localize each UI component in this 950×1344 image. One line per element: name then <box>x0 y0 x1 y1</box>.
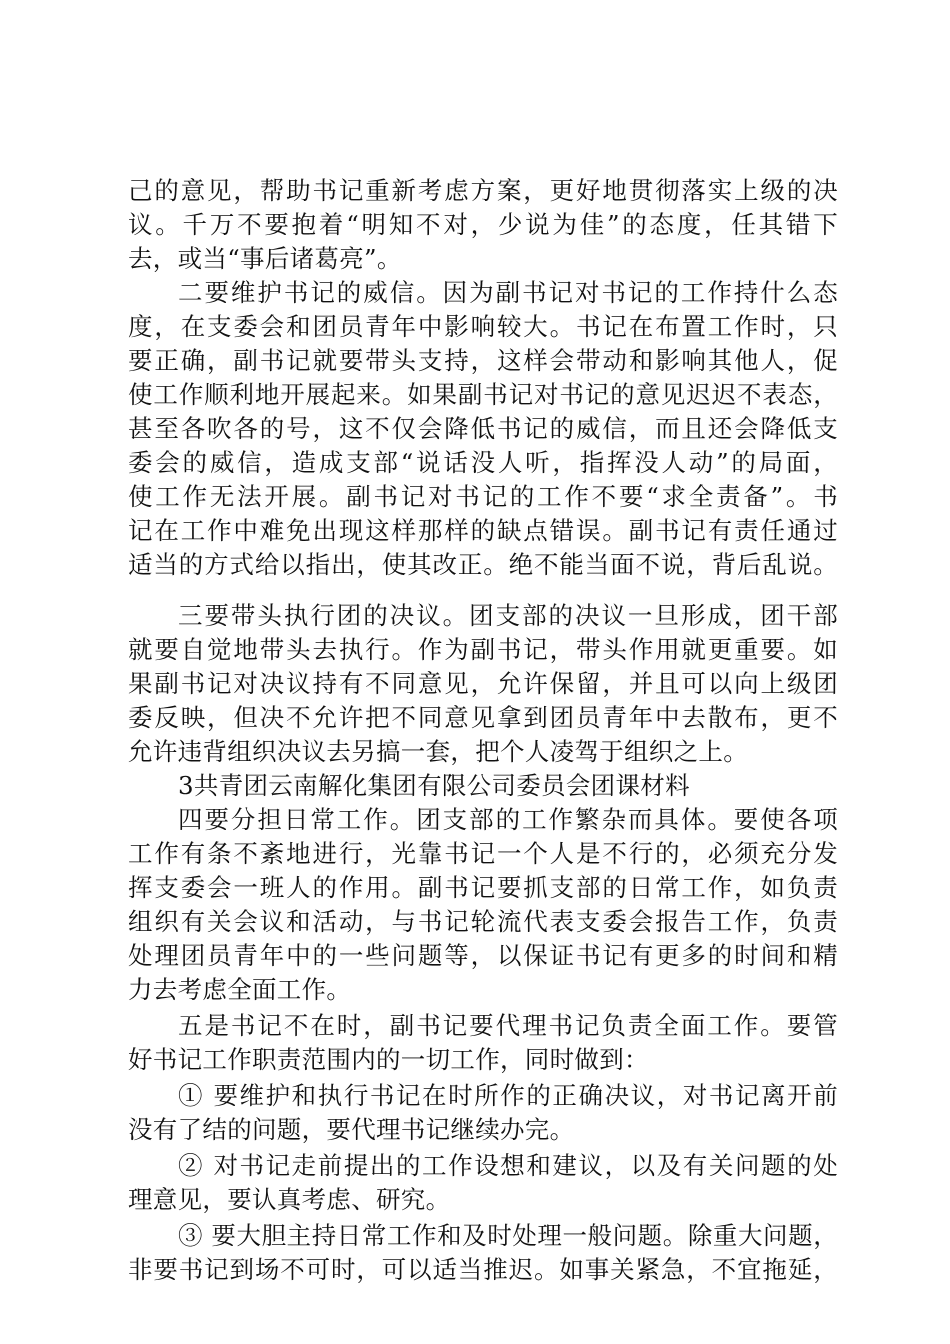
paragraph-first-line: 四要分担日常工作。团支部的工作繁杂而具体。要使各项 <box>178 805 838 834</box>
text-line: 适当的方式给以指出，使其改正。绝不能当面不说，背后乱说。 <box>128 550 838 579</box>
text-line: 挥支委会一班人的作用。副书记要抓支部的日常工作，如负责 <box>128 873 838 902</box>
text-line: 没有了结的问题，要代理书记继续办完。 <box>128 1115 575 1144</box>
text-line: 组织有关会议和活动，与书记轮流代表支委会报告工作，负责 <box>128 907 838 936</box>
text-line: 力去考虑全面工作。 <box>128 975 352 1004</box>
text-line: 委反映，但决不允许把不同意见拿到团员青年中去散布，更不 <box>128 703 838 732</box>
text-line: 使工作顺利地开展起来。如果副书记对书记的意见迟迟不表态， <box>128 380 838 409</box>
text-line: 使工作无法开展。副书记对书记的工作不要“求全责备”。书 <box>128 482 838 511</box>
text-line: 委会的威信，造成支部“说话没人听，指挥没人动”的局面， <box>128 448 838 477</box>
text-line: 议。千万不要抱着“明知不对，少说为佳”的态度，任其错下 <box>128 210 838 239</box>
text-line: 理意见，要认真考虑、研究。 <box>128 1185 451 1214</box>
list-item-first-line: ① 要维护和执行书记在时所作的正确决议，对书记离开前 <box>178 1081 838 1110</box>
section-heading: 3共青团云南解化集团有限公司委员会团课材料 <box>178 771 690 800</box>
text-line: 好书记工作职责范围内的一切工作，同时做到： <box>128 1045 649 1074</box>
text-line: 要正确，副书记就要带头支持，这样会带动和影响其他人，促 <box>128 346 838 375</box>
list-item-first-line: ③ 要大胆主持日常工作和及时处理一般问题。除重大问题， <box>178 1221 838 1250</box>
text-line: 非要书记到场不可时，可以适当推迟。如事关紧急，不宜拖延， <box>128 1255 838 1284</box>
text-line: 去，或当“事后诸葛亮”。 <box>128 244 402 273</box>
text-line: 记在工作中难免出现这样那样的缺点错误。副书记有责任通过 <box>128 516 838 545</box>
text-line: 就要自觉地带头去执行。作为副书记，带头作用就更重要。如 <box>128 635 838 664</box>
text-line: 果副书记对决议持有不同意见，允许保留，并且可以向上级团 <box>128 669 838 698</box>
list-item-first-line: ② 对书记走前提出的工作设想和建议，以及有关问题的处 <box>178 1151 838 1180</box>
text-line: 允许违背组织决议去另搞一套，把个人凌驾于组织之上。 <box>128 737 748 766</box>
paragraph-first-line: 三要带头执行团的决议。团支部的决议一旦形成，团干部 <box>178 601 838 630</box>
text-line: 工作有条不紊地进行，光靠书记一个人是不行的，必须充分发 <box>128 839 838 868</box>
paragraph-first-line: 二要维护书记的威信。因为副书记对书记的工作持什么态 <box>178 278 838 307</box>
text-line: 甚至各吹各的号，这不仅会降低书记的威信，而且还会降低支 <box>128 414 838 443</box>
paragraph-first-line: 五是书记不在时，副书记要代理书记负责全面工作。要管 <box>178 1011 838 1040</box>
text-line: 处理团员青年中的一些问题等，以保证书记有更多的时间和精 <box>128 941 838 970</box>
text-line: 度，在支委会和团员青年中影响较大。书记在布置工作时，只 <box>128 312 838 341</box>
text-line: 己的意见，帮助书记重新考虑方案，更好地贯彻落实上级的决 <box>128 176 838 205</box>
